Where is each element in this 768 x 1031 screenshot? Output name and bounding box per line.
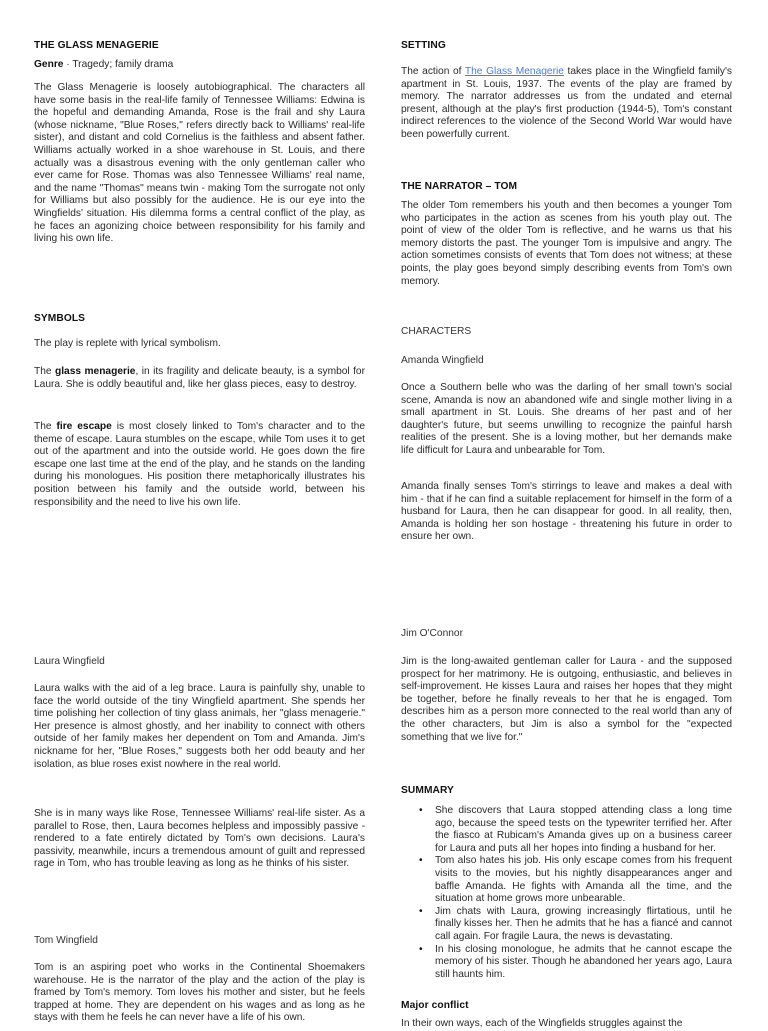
amanda-paragraph-2: Amanda finally senses Tom's stirrings to leave and makes a deal with him - that if he can find a suitable replacement for himself in the form of a husband for Laura, then he can disappear for good. In all reality, then, Amanda is holding her son hostage - threatening his future in order to ensure her own. <box>401 481 732 543</box>
laura-paragraph-2: She is in many ways like Rose, Tennessee Williams' real-life sister. As a parallel to Rose, then, Laura becomes helpless and impossibly passive - rendered to a fate entirely dictated by Tom's own decisions. Laura's passivity, meanwhile, incurs a tremendous amount of guilt and repressed rage in Tom, who has trouble leaving as long as he thinks of his sister. <box>34 808 365 870</box>
major-conflict-paragraph: In their own ways, each of the Wingfields struggles against the <box>401 1018 683 1029</box>
amanda-heading: Amanda Wingfield <box>401 355 484 366</box>
amanda-paragraph-1: Once a Southern belle who was the darling of her small town's social scene, Amanda is now an abandoned wife and single mother living in a small apartment in St. Louis. She dreams of her past and of her daughter's future, but seems unwilling to recognize the painful harsh realities of the present. She is a loving mother, but her demands make life difficult for Laura and unbearable for Tom. <box>401 382 732 456</box>
narrator-heading: THE NARRATOR – TOM <box>401 181 518 192</box>
glass-menagerie-link[interactable]: The Glass Menagerie <box>464 66 564 77</box>
intro-paragraph: The Glass Menagerie is loosely autobiographical. The characters all have some basis in the real-life family of Tennessee Williams: Edwina is the hopeful and demanding Amanda, Rose is the frail and shy Laura (whose nickname, "Blue Roses," refers directly back to Williams' real-life sister), and distant and cold Cornelius is the faithless and absent father. Williams actually worked in a shoe warehouse in St. Louis, and there actually was a disastrous evening with the only gentleman caller who ever came for Rose. Thomas was also Tennessee Williams' real name, and the name "Thomas" means twin - making Tom the surrogate not only for Williams but also possibly for the audience. He is our eye into the Wingfields' situation. His dilemma forms a central conflict of the play, as he faces an agonizing choice between responsibility for his family and living his own life. <box>34 82 365 245</box>
fire-escape-paragraph: The fire escape is most closely linked to Tom's character and to the theme of escape. Laura stumbles on the escape, while Tom uses it to get out of the apartment and into the outside world. He goes down the fire escape one last time at the end of the play, and he stands on the landing during his monologues. His position there metaphorically illustrates his position between his family and the outside world, between his responsibility and the need to live his own life. <box>34 421 365 508</box>
list-item: • Tom also hates his job. His only escape comes from his frequent visits to the movies, but his nightly disappearances anger and baffle Amanda. He fights with Amanda all the time, and the situation at home grows more unbearable. <box>401 855 732 905</box>
tom-paragraph: Tom is an aspiring poet who works in the Continental Shoemakers warehouse. He is the narrator of the play and the action of the play is framed by Tom's memory. Tom loves his mother and sister, but he feels trapped at home. They are dependent on his wages and as long as he stays with them he feels he can never have a life of his own. <box>34 962 365 1024</box>
list-item: • She discovers that Laura stopped attending class a long time ago, because the speed tests on the typewriter terrified her. After the fiasco at Rubicam's Amanda gives up on a business career for Laura and puts all her hopes into finding a husband for her. <box>401 805 732 855</box>
glass-menagerie-paragraph: The glass menagerie, in its fragility and delicate beauty, is a symbol for Laura. She is oddly beautiful and, like her glass pieces, easy to destroy. <box>34 366 365 390</box>
genre-value: · Tragedy; family drama <box>66 59 174 70</box>
jim-paragraph: Jim is the long-awaited gentleman caller for Laura - and the supposed prospect for her matrimony. He is outgoing, enthusiastic, and believes in self-improvement. He kisses Laura and raises her hopes that they might be together, before he finally reveals to her that he is engaged. Tom describes him as a person more connected to the real world than any of the other characters, but Jim is also a symbol for the "expected something that we live for." <box>401 656 732 743</box>
list-item: • Jim chats with Laura, growing increasingly flirtatious, until he finally kisses her. Then he admits that he has a fiancé and cannot call again. For fragile Laura, the news is devastating. <box>401 906 732 944</box>
summary-list <box>401 805 732 981</box>
document-title: THE GLASS MENAGERIE <box>34 40 159 51</box>
jim-heading: Jim O'Connor <box>401 628 463 639</box>
major-conflict-heading: Major conflict <box>401 1000 469 1011</box>
symbols-heading: SYMBOLS <box>34 313 86 324</box>
genre-line <box>34 59 365 72</box>
setting-paragraph: The action of The Glass Menagerie takes place in the Wingfield family's apartment in St. Louis, 1937. The events of the play are framed by memory. The narrator addresses us from the undated and eternal present, although at the play's first production (1944-5), Tom's constant indirect references to the violence of the Second World War would have been powerfully current. <box>401 66 732 140</box>
list-item: • In his closing monologue, he admits that he cannot escape the memory of his sister. Though he abandoned her years ago, Laura still haunts him. <box>401 944 732 982</box>
narrator-paragraph: The older Tom remembers his youth and then becomes a younger Tom who participates in the action as scenes from his youth play out. The point of view of the older Tom is reflective, and he warns us that his memory distorts the past. The younger Tom is impulsive and angry. The action sometimes consists of events that Tom does not witness; at these points, the play goes beyond simply describing events from Tom's own memory. <box>401 200 732 287</box>
summary-heading: SUMMARY <box>401 785 454 796</box>
tom-heading: Tom Wingfield <box>34 935 98 946</box>
symbols-intro: The play is replete with lyrical symbolism. <box>34 338 221 349</box>
fire-escape-term: fire escape <box>56 421 112 432</box>
laura-paragraph-1: Laura walks with the aid of a leg brace. Laura is painfully shy, unable to face the world outside of the tiny Wingfield apartment. She spends her time polishing her collection of tiny glass animals, her "glass menagerie." Her presence is almost ghostly, and her inability to connect with others outside of her family makes her dependent on Tom and Amanda. Jim's nickname for her, "Blue Roses," suggests both her odd beauty and her isolation, as blue roses exist nowhere in the real world. <box>34 683 365 770</box>
characters-heading: CHARACTERS <box>401 326 472 337</box>
laura-heading: Laura Wingfield <box>34 656 105 667</box>
genre-label: Genre <box>34 59 64 70</box>
setting-heading: SETTING <box>401 40 446 51</box>
glass-menagerie-term: glass menagerie <box>55 366 136 377</box>
